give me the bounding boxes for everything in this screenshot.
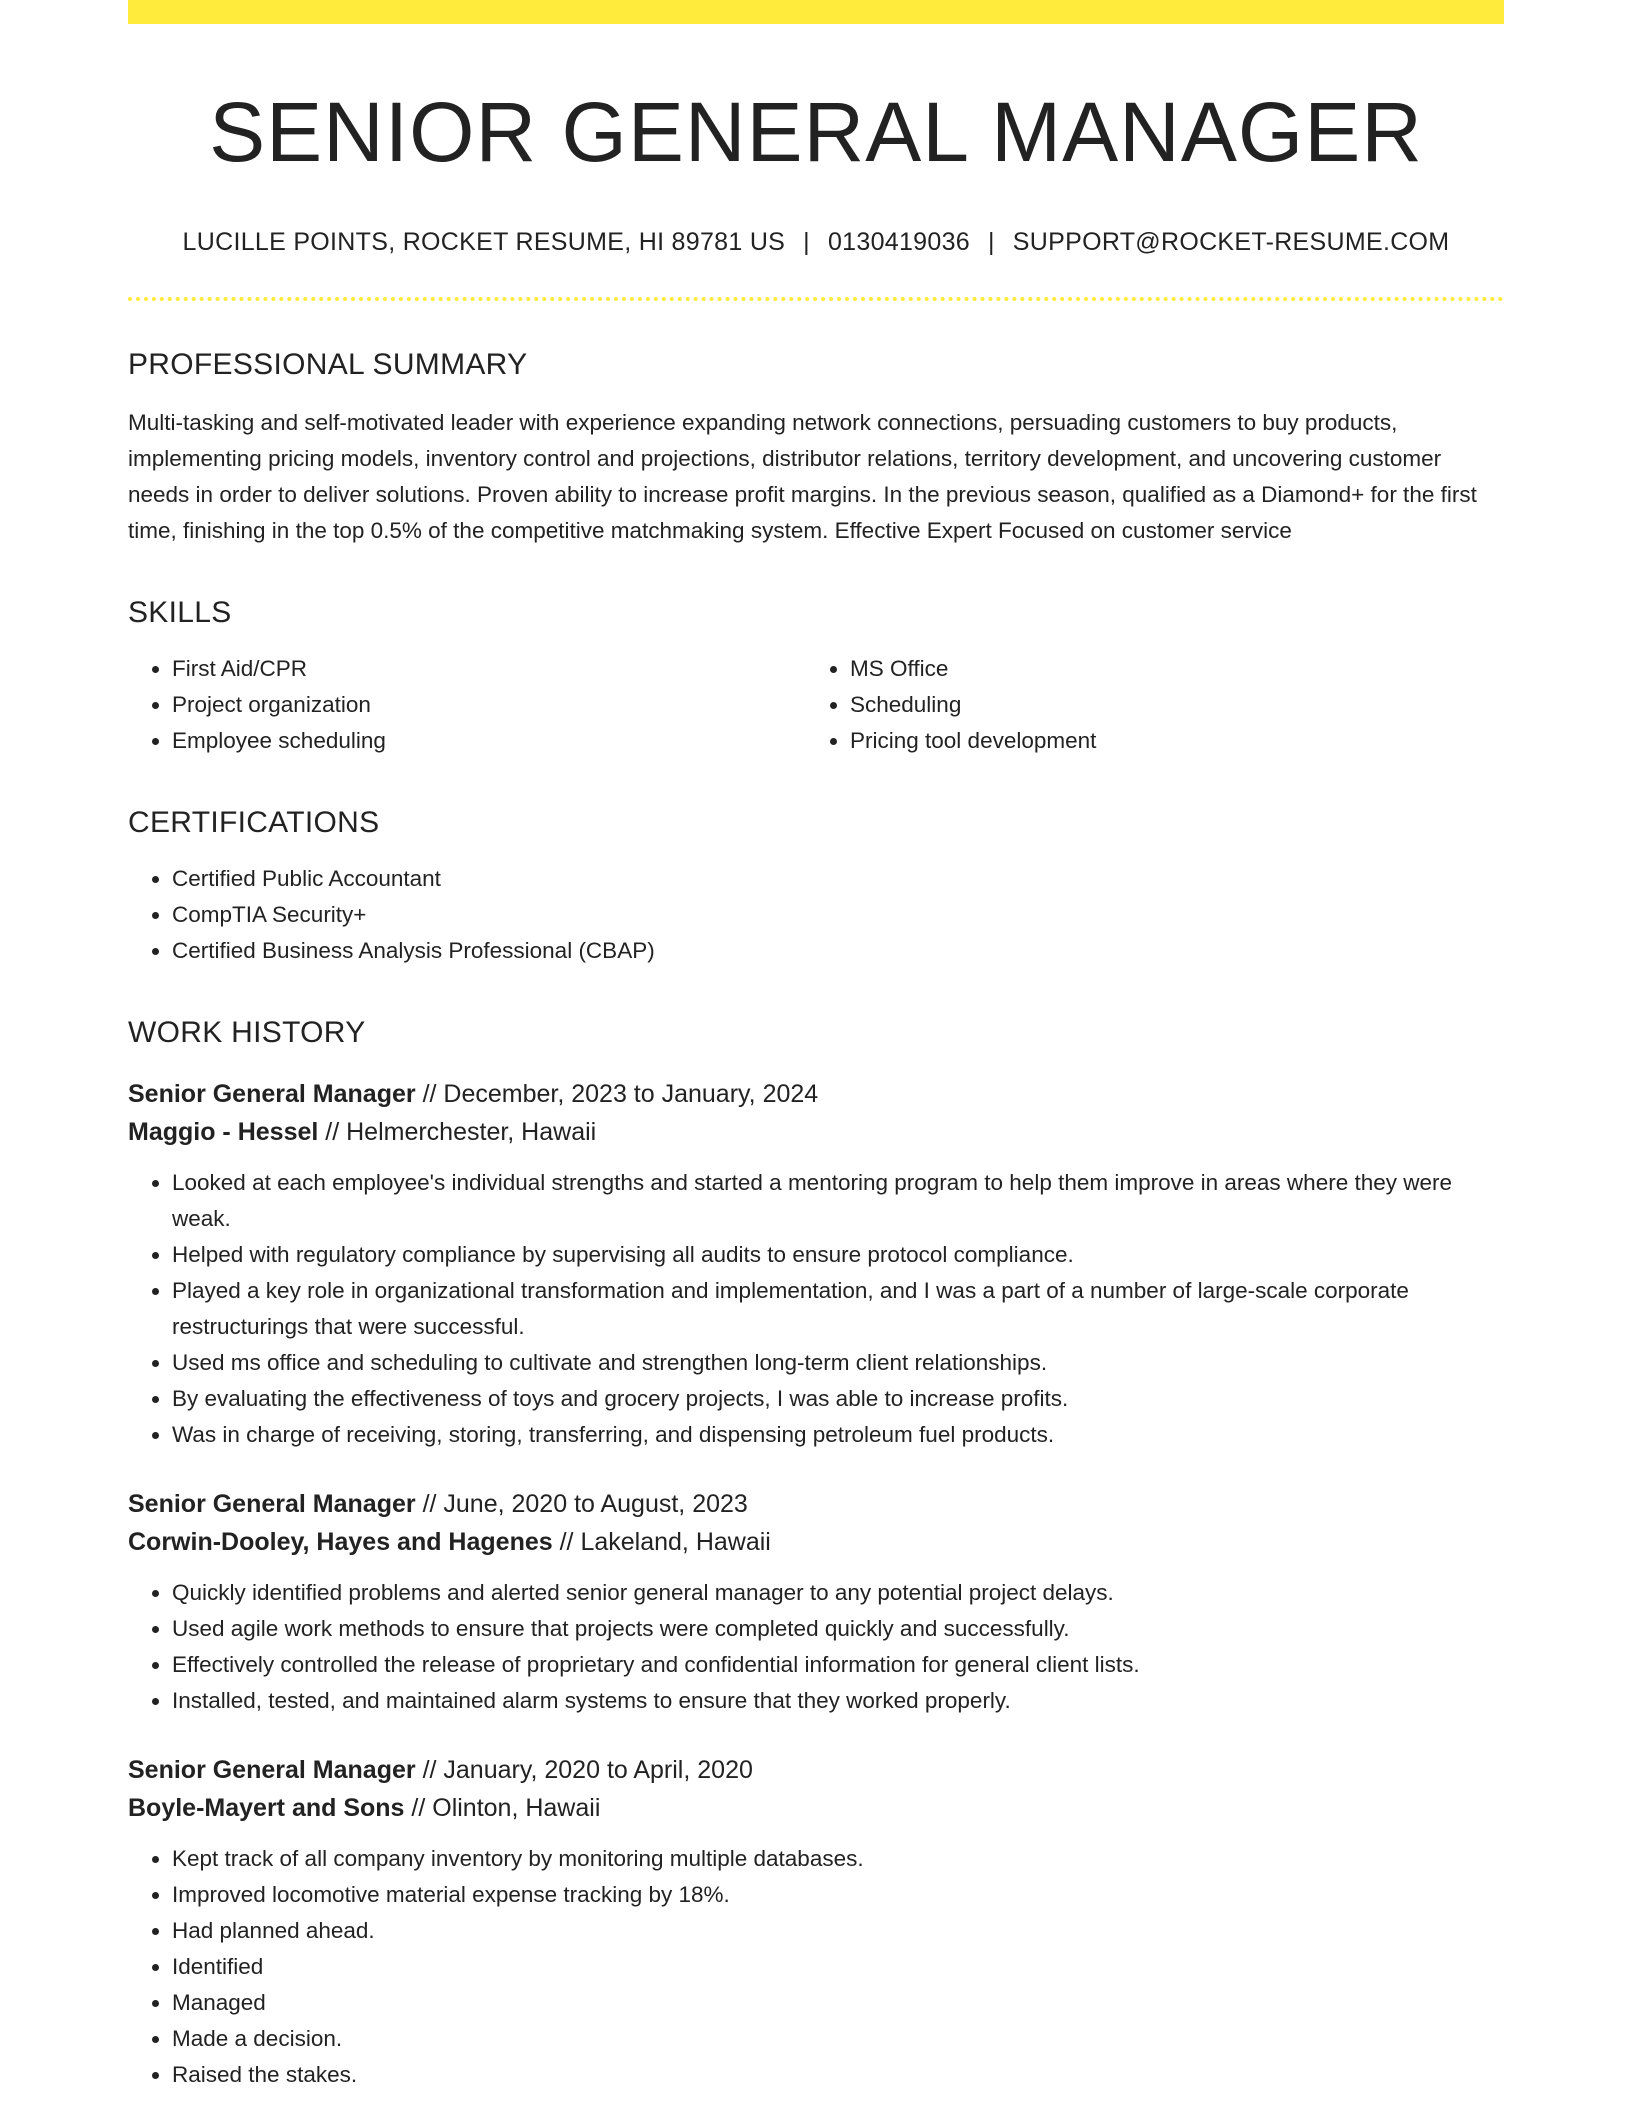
job-bullet: • Helped with regulatory compliance by supervising all audits to ensure protocol compliance. <box>172 1237 1504 1273</box>
job-bullet: • Installed, tested, and maintained alarm systems to ensure that they worked properly. <box>172 1683 1504 1719</box>
work-history-heading: WORK HISTORY <box>128 1016 366 1050</box>
job-dates: // June, 2020 to August, 2023 <box>422 1490 748 1519</box>
job-company-line <box>128 1789 1504 1827</box>
certification-item: • Certified Business Analysis Professional (CBAP) <box>172 933 1504 969</box>
contact-separator: | <box>988 228 995 257</box>
job-dates: // January, 2020 to April, 2020 <box>422 1756 753 1785</box>
job-title: Senior General Manager <box>128 1490 416 1519</box>
job-bullet: • Had planned ahead. <box>172 1913 1504 1949</box>
page-title: SENIOR GENERAL MANAGER <box>209 85 1423 179</box>
dotted-divider <box>128 297 1504 301</box>
job-title-line <box>128 1485 1504 1523</box>
skills-list-right <box>806 651 1484 759</box>
skill-item: • Pricing tool development <box>850 723 1484 759</box>
job-bullets <box>128 1165 1504 1453</box>
top-accent-bar <box>128 0 1504 24</box>
job-bullet: • Looked at each employee's individual strengths and started a mentoring program to help them improve in areas where they were weak. <box>172 1165 1504 1237</box>
job-location: // Olinton, Hawaii <box>411 1794 601 1823</box>
job-bullet: • Used ms office and scheduling to cultivate and strengthen long-term client relationships. <box>172 1345 1504 1381</box>
job-bullets <box>128 1841 1504 2093</box>
skills-heading: SKILLS <box>128 596 232 630</box>
job-title: Senior General Manager <box>128 1080 416 1109</box>
job-location: // Helmerchester, Hawaii <box>325 1118 597 1147</box>
job-company: Maggio - Hessel <box>128 1118 319 1147</box>
job-bullets <box>128 1575 1504 1719</box>
contact-email: SUPPORT@ROCKET-RESUME.COM <box>1012 228 1450 257</box>
job-company: Boyle-Mayert and Sons <box>128 1794 405 1823</box>
contact-phone: 0130419036 <box>827 228 970 257</box>
summary-heading: PROFESSIONAL SUMMARY <box>128 348 528 382</box>
job-company-line <box>128 1523 1504 1561</box>
contact-separator: | <box>803 228 810 257</box>
job-bullet: • By evaluating the effectiveness of toys and grocery projects, I was able to increase profits. <box>172 1381 1504 1417</box>
job-bullet: • Was in charge of receiving, storing, transferring, and dispensing petroleum fuel products. <box>172 1417 1504 1453</box>
job-bullet: • Used agile work methods to ensure that projects were completed quickly and successfully. <box>172 1611 1504 1647</box>
job-bullet: • Improved locomotive material expense tracking by 18%. <box>172 1877 1504 1913</box>
skill-item: • Employee scheduling <box>172 723 806 759</box>
job-bullet: • Raised the stakes. <box>172 2057 1504 2093</box>
job-bullet: • Managed <box>172 1985 1504 2021</box>
job-entry <box>128 1485 1504 1719</box>
skills-grid <box>128 651 1504 759</box>
skill-item: • Scheduling <box>850 687 1484 723</box>
job-company: Corwin-Dooley, Hayes and Hagenes <box>128 1528 553 1557</box>
certification-item: • CompTIA Security+ <box>172 897 1504 933</box>
job-entry <box>128 1075 1504 1453</box>
job-bullet: • Identified <box>172 1949 1504 1985</box>
certification-item: • Certified Public Accountant <box>172 861 1504 897</box>
certifications-heading: CERTIFICATIONS <box>128 806 380 840</box>
resume-page <box>128 0 1504 2093</box>
skill-item: • First Aid/CPR <box>172 651 806 687</box>
job-title-line <box>128 1075 1504 1113</box>
job-title-line <box>128 1751 1504 1789</box>
job-entry <box>128 1751 1504 2093</box>
job-bullet: • Made a decision. <box>172 2021 1504 2057</box>
job-bullet: • Played a key role in organizational transformation and implementation, and I was a part of a number of large-scale corporate restructurings that were successful. <box>172 1273 1504 1345</box>
skills-list-left <box>128 651 806 759</box>
job-bullet: • Kept track of all company inventory by monitoring multiple databases. <box>172 1841 1504 1877</box>
job-bullet: • Effectively controlled the release of proprietary and confidential information for general client lists. <box>172 1647 1504 1683</box>
summary-text: Multi-tasking and self-motivated leader with experience expanding network connections, persuading customers to buy products, implementing pricing models, inventory control and projections, distributor relations, territory development, and uncovering customer needs in order to deliver solutions. Proven ability to increase profit margins. In the previous season, qualified as a Diamond+ for the first time, finishing in the top 0.5% of the competitive matchmaking system. Effective Expert Focused on customer service <box>128 410 1477 544</box>
skill-item: • Project organization <box>172 687 806 723</box>
skill-item: • MS Office <box>850 651 1484 687</box>
job-dates: // December, 2023 to January, 2024 <box>422 1080 819 1109</box>
certifications-list <box>128 861 1504 969</box>
contact-address: LUCILLE POINTS, ROCKET RESUME, HI 89781 US <box>182 228 786 257</box>
job-company-line <box>128 1113 1504 1151</box>
contact-line <box>128 228 1504 257</box>
job-bullet: • Quickly identified problems and alerted senior general manager to any potential project delays. <box>172 1575 1504 1611</box>
job-title: Senior General Manager <box>128 1756 416 1785</box>
job-location: // Lakeland, Hawaii <box>559 1528 771 1557</box>
